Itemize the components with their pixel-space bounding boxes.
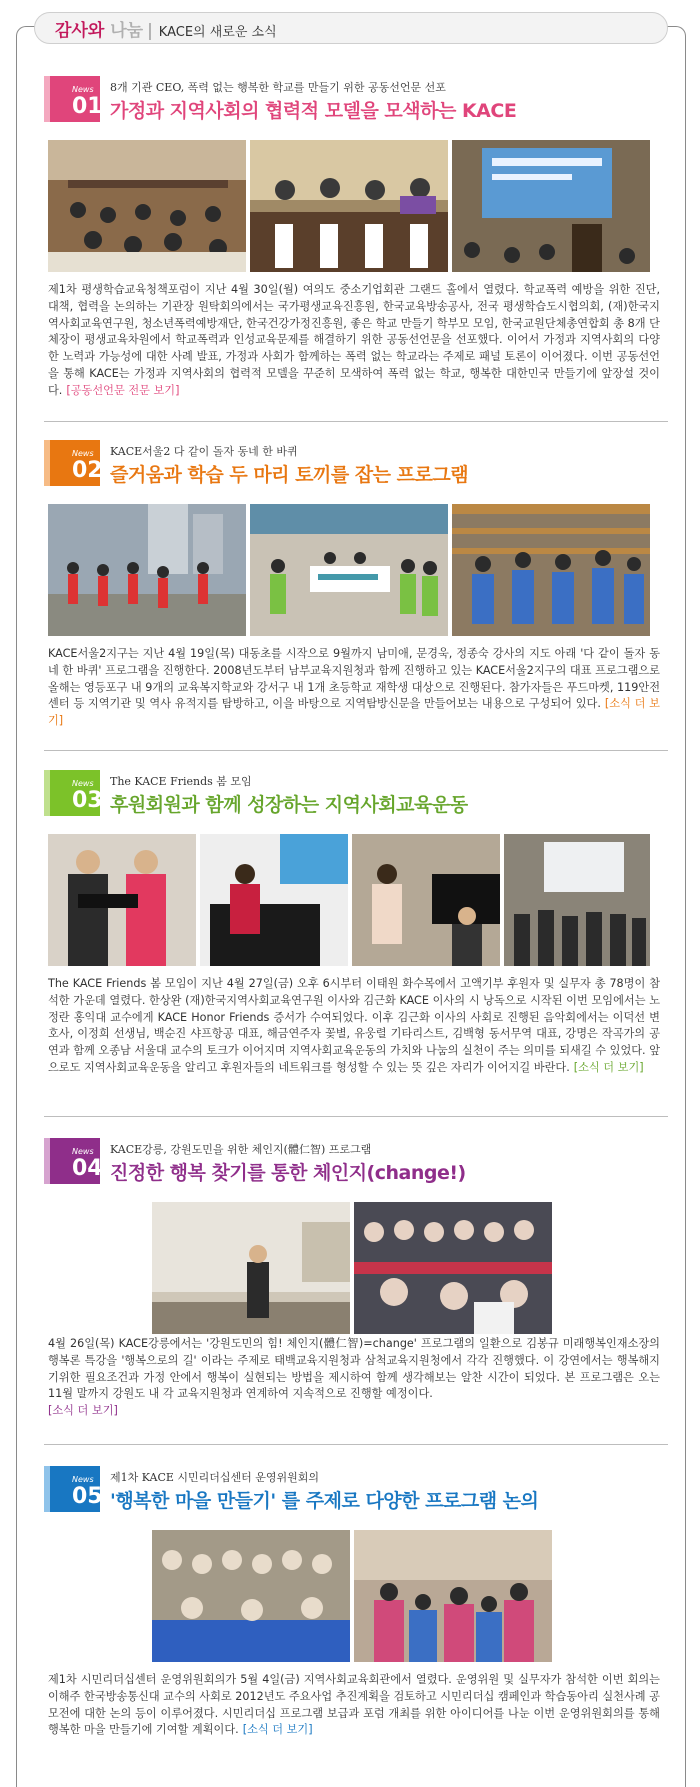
news-label: News bbox=[72, 1147, 94, 1156]
news-title: 진정한 행복 찾기를 통한 체인지(change!) bbox=[110, 1162, 466, 1184]
committee-meeting-photo bbox=[152, 1530, 350, 1662]
news-badge bbox=[44, 1138, 103, 1184]
section-header bbox=[34, 12, 668, 44]
children-banner-photo bbox=[250, 504, 448, 636]
news-title: 즐거움과 학습 두 마리 토끼를 잡는 프로그램 bbox=[110, 464, 469, 486]
children-outdoor-photo bbox=[48, 504, 246, 636]
news-subtitle: 제1차 KACE 시민리더십센터 운영위원회의 bbox=[110, 1471, 320, 1484]
news-label: News bbox=[72, 1475, 94, 1484]
news-number: 04 bbox=[72, 1156, 103, 1181]
piano-performance-photo bbox=[200, 834, 348, 966]
news-title: '행복한 마을 만들기' 를 주제로 다양한 프로그램 논의 bbox=[110, 1490, 539, 1512]
forum-presentation-photo bbox=[452, 140, 650, 272]
forum-audience-photo bbox=[48, 140, 246, 272]
ceo-panel-photo bbox=[250, 140, 448, 272]
hanbok-participants-photo bbox=[354, 1530, 552, 1662]
news-subtitle: 8개 기관 CEO, 폭력 없는 행복한 학교를 만들기 위한 공동선언문 선포 bbox=[110, 81, 446, 94]
news-badge bbox=[44, 1466, 103, 1512]
news-number: 05 bbox=[72, 1484, 103, 1509]
read-more-link[interactable]: [소식 더 보기] bbox=[242, 1723, 313, 1737]
news-subtitle: KACE서울2 다 같이 돌자 동네 한 바퀴 bbox=[110, 445, 298, 458]
news-body-text: 4월 26일(목) KACE강릉에서는 '강원도민의 힘! 체인지(體仁智)=change' 프로그램의 일환으로 김봉규 미래행복인재소장의 행복론 특강을 '행복으로의 길' 이라는 주제로 태백교육지원청과 삼척교육지원청에서 각각 진행했다. 이 강연에서는 행복해지기위한 필요조건과 가정 안에서 행복이 실현되는 방법을 제시하여 함께 생각해보는 알찬 시간이 되었다. 본 프로그램은 오는 11월 말까지 강원도 내 각 교육지원청과 연계하여 지속적으로 진행할 예정이다. bbox=[48, 1337, 660, 1401]
news-body bbox=[48, 976, 660, 1077]
news-number: 01 bbox=[72, 94, 103, 119]
news-label: News bbox=[72, 85, 94, 94]
news-body bbox=[48, 282, 660, 400]
header-separator: | bbox=[147, 21, 153, 41]
header-title bbox=[55, 16, 277, 41]
lecture-audience-photo bbox=[354, 1202, 552, 1334]
news-label: News bbox=[72, 449, 94, 458]
news-badge bbox=[44, 770, 103, 816]
music-concert-photo bbox=[352, 834, 500, 966]
read-more-link[interactable]: [소식 더 보기] bbox=[48, 697, 660, 728]
news-body bbox=[48, 646, 660, 730]
header-subtitle: KACE의 새로운 소식 bbox=[158, 25, 277, 40]
news-number: 03 bbox=[72, 788, 103, 813]
news-title: 가정과 지역사회의 협력적 모델을 모색하는 KACE bbox=[110, 100, 517, 122]
news-subtitle: The KACE Friends 봄 모임 bbox=[110, 775, 252, 788]
news-label: News bbox=[72, 779, 94, 788]
news-subtitle: KACE강릉, 강원도민을 위한 체인지(體仁智) 프로그램 bbox=[110, 1143, 372, 1156]
news-body-text: 제1차 시민리더십센터 운영위원회의가 5월 4일(금) 지역사회교육회관에서 열렸다. 운영위원 및 실무자가 참석한 이번 회의는 이해주 한국방송통신대 교수의 사회로 2012년도 주요사업 추진계획을 검토하고 시민리더십 캠페인과 학습동아리 실천사례 공모전에 대한 논의 등이 이루어졌다. 시민리더십 프로그램 보급과 포럼 개최를 위한 아이디어를 나눈 이번 운영위원회의를 통해 행복한 마을 만들기에 기여할 계획이다. bbox=[48, 1673, 660, 1737]
poem-reading-photo bbox=[48, 834, 196, 966]
children-library-photo bbox=[452, 504, 650, 636]
news-number: 02 bbox=[72, 458, 103, 483]
section-divider bbox=[44, 421, 668, 422]
lecture-speaker-photo bbox=[152, 1202, 350, 1334]
section-divider bbox=[44, 1444, 668, 1445]
header-title-a: 감사와 bbox=[55, 21, 105, 41]
news-body-text: 제1차 평생학습교육청책포럼이 지난 4월 30일(월) 여의도 중소기업회관 그랜드 홀에서 열렸다. 학교폭력 예방을 위한 진단, 대책, 협력을 논의하는 기관장 원탁회의에서는 국가평생교육진흥원, 한국교육방송공사, 전국 평생학습도시협의회, (재)한국지역사회교육연구원, 청소년폭력예방재단, 한국건강가정진흥원, 좋은 학교 만들기 학부모 모임, 한국교원단체총연합회 총 8개 단체장이 평생교육차원에서 학교폭력과 인성교육문제를 해결하기 위한 공동선언문을 선포했다. 이어서 가정과 지역사회의 다양한 노력과 가능성에 대한 사례 발표, 가정과 사회가 함께하는 폭력 없는 학교라는 주제로 패널 토론이 이어졌다. 이번 공동선언을 통해 KACE는 가정과 지역사회의 협력적 모델을 꾸준히 모색하여 폭력 없는 학교, 행복한 대한민국 만들기에 앞장설 것이다. bbox=[48, 283, 660, 397]
section-divider bbox=[44, 750, 668, 751]
gathering-photo bbox=[504, 834, 650, 966]
read-more-link[interactable]: [공동선언문 전문 보기] bbox=[66, 383, 180, 397]
read-more-link[interactable]: [소식 더 보기] bbox=[48, 1404, 118, 1418]
read-more-link[interactable]: [소식 더 보기] bbox=[573, 1060, 644, 1074]
news-badge bbox=[44, 440, 103, 486]
news-badge bbox=[44, 76, 103, 122]
news-title: 후원회원과 함께 성장하는 지역사회교육운동 bbox=[110, 794, 468, 816]
section-divider bbox=[44, 1116, 668, 1117]
news-body bbox=[48, 1672, 660, 1739]
news-body bbox=[48, 1336, 660, 1420]
news-body-text: KACE서울2지구는 지난 4월 19일(목) 대동초를 시작으로 9월까지 남미애, 문경욱, 정종숙 강사의 지도 아래 '다 같이 돌자 동네 한 바퀴' 프로그램을 진행한다. 2008년도부터 남부교육지원청과 함께 진행하고 있는 KACE서울2지구의 대표 프로그램으로 올해는 영등포구 내 9개의 교육복지학교와 강서구 내 1개 초등학교 재학생 대상으로 진행된다. 참가자들은 푸드마켓, 119안전센터 등 지역기관 및 역사 유적지를 탐방하고, 이을 바탕으로 지역탐방신문을 만들어보는 내용으로 구성되어 있다. bbox=[48, 647, 660, 711]
header-title-b: 나눔 bbox=[110, 21, 144, 41]
news-body-text: The KACE Friends 봄 모임이 지난 4월 27일(금) 오후 6시부터 이태원 화수목에서 고액기부 후원자 및 실무자 총 78명이 참석한 가운데 열렸다. 한상완 (재)한국지역사회교육연구원 이사와 김근화 KACE 이사의 시 낭독으로 시작된 이번 모임에서는 노정란 홍익대 교수에게 KACE Honor Friends 증서가 수여되었다. 이후 김근화 이사의 사회로 진행된 음악회에서는 이덕선 변호사, 이정희 선생님, 백순진 샤프항공 대표, 해금연주자 꽃별, 유웅렬 기타리스트, 김백형 동서무역 대표, 강명은 작곡가의 공연과 함께 오종남 서울대 교수의 토크가 이어지며 지역사회교육운동의 가치와 나눔의 실천이 주는 의미를 되새길 수 있었다. 앞으로도 지역사회교육운동을 알리고 후원자들의 네트워크를 형성할 수 있는 뜻 깊은 자리가 이어지길 바란다. bbox=[48, 977, 660, 1074]
